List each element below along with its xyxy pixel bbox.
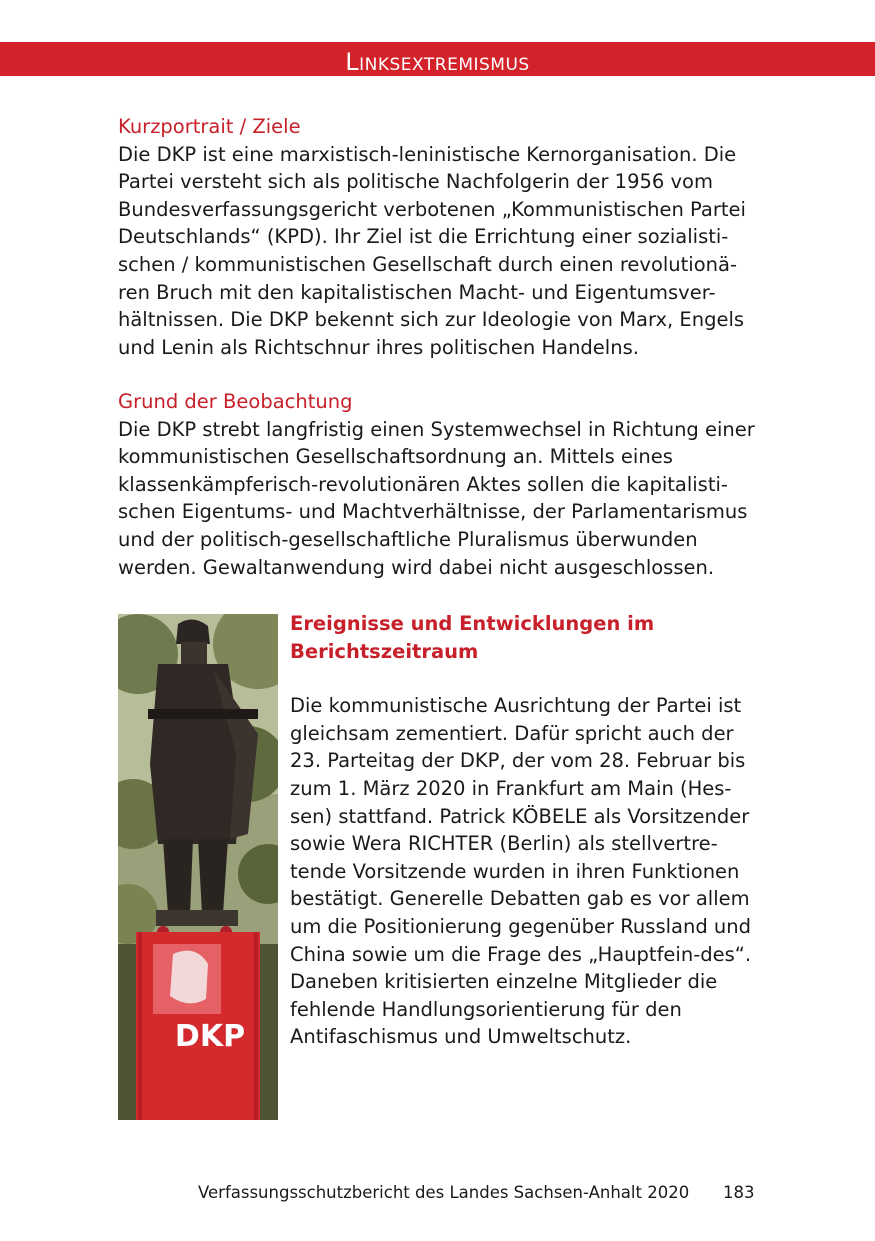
- section-kurzportrait: [118, 113, 758, 361]
- chapter-title: Linksextremismus: [345, 48, 530, 76]
- section-ereignisse: [290, 610, 760, 1051]
- section-body: Die DKP strebt langfristig einen Systemwechsel in Richtung einer kommunistischen Gesellschaftsordnung an. Mittels eines klassenkämpferisch-revolutionären Aktes sollen die kapitalisti-schen Eigentums- und Machtverhältnisse, der Parlamentarismus und der politisch-gesellschaftliche Pluralismus überwunden werden. Gewaltanwendung wird dabei nicht ausgeschlossen.: [118, 417, 755, 579]
- statue-photo: [118, 614, 278, 1120]
- section-grund-der-beobachtung: [118, 388, 758, 581]
- section-heading: [290, 610, 760, 665]
- section-body: Die kommunistische Ausrichtung der Partei ist gleichsam zementiert. Dafür spricht auch der 23. Parteitag der DKP, der vom 28. Februar bis zum 1. März 2020 in Frankfurt am Main (Hes-sen) stattfand. Patrick KÖBELE als Vorsitzender sowie Wera RICHTER (Berlin) als stellvertre-tende Vorsitzende wurden in ihren Funktionen bestätigt. Generelle Debatten gab es vor allem um die Positionierung gegenüber Russland und China sowie um die Frage des „Hauptfein-des“. Daneben kritisierten einzelne Mitglieder die fehlende Handlungsorientierung für den Antifaschismus und Umweltschutz.: [290, 694, 752, 1049]
- section-heading: Grund der Beobachtung: [118, 390, 353, 413]
- section-heading: Kurzportrait / Ziele: [118, 115, 301, 138]
- chapter-header-bar: [0, 42, 875, 76]
- section-body: Die DKP ist eine marxistisch-leninistische Kernorganisation. Die Partei versteht sich als politische Nachfolgerin der 1956 vom Bundesverfassungsgericht verbotenen „Kommunistischen Partei Deutschlands“ (KPD). Ihr Ziel ist die Errichtung einer sozialisti-schen / kommunistischen Gesellschaft durch einen revolutionä-ren Bruch mit den kapitalistischen Macht- und Eigentumsver-hältnissen. Die DKP bekennt sich zur Ideologie von Marx, Engels und Lenin als Richtschnur ihres politischen Handelns.: [118, 142, 746, 359]
- heading-line: Berichtszeitraum: [290, 639, 479, 663]
- footer-text: Verfassungsschutzbericht des Landes Sachsen-Anhalt 2020: [198, 1183, 690, 1202]
- dkp-banner-text: DKP: [174, 1019, 246, 1054]
- heading-line: Ereignisse und Entwicklungen im: [290, 612, 655, 635]
- page-number: 183: [723, 1183, 755, 1202]
